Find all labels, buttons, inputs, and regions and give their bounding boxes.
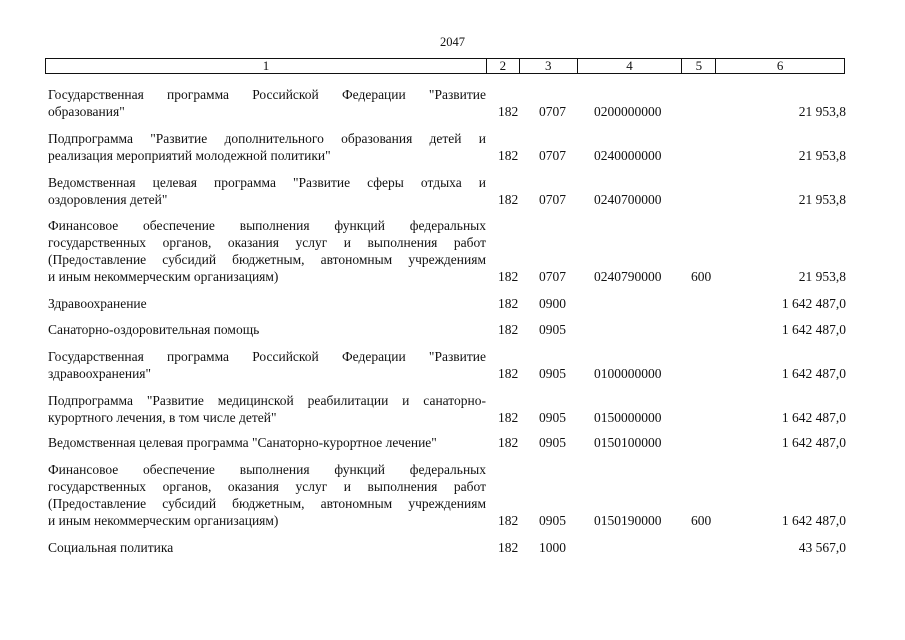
row-description [48, 130, 486, 164]
cell-target-code: 0240700000 [594, 192, 662, 207]
cell-section-code: 0905 [539, 366, 566, 381]
cell-ministry-code: 182 [498, 269, 519, 284]
row-description [48, 321, 486, 338]
description-line: Здравоохранение [48, 296, 147, 311]
table-row [48, 392, 848, 426]
cell-amount: 21 953,8 [798, 104, 846, 119]
cell-expense-type: 600 [691, 513, 712, 528]
header-col-2: 2 [487, 59, 520, 73]
cell-amount: 43 567,0 [798, 540, 846, 555]
cell-section-code: 0905 [539, 410, 566, 425]
table-row [48, 130, 848, 164]
cell-section-code: 0707 [539, 269, 566, 284]
table-row [48, 217, 848, 285]
header-col-5: 5 [682, 59, 716, 73]
cell-ministry-code: 182 [498, 540, 519, 555]
description-line: государственных органов, оказания услуг и выполнения работ [48, 479, 486, 494]
header-col-3: 3 [520, 59, 578, 73]
table-row [48, 539, 848, 556]
cell-amount: 1 642 487,0 [781, 296, 846, 311]
row-description [48, 217, 486, 285]
description-line: Финансовое обеспечение выполнения функций федеральных [48, 218, 486, 233]
cell-amount: 1 642 487,0 [781, 513, 846, 528]
table-row [48, 434, 848, 451]
description-line: (Предоставление субсидий бюджетным, автономным учреждениям [48, 252, 486, 267]
description-line: реализация мероприятий молодежной политики" [48, 148, 331, 163]
description-line: и иным некоммерческим организациям) [48, 269, 279, 284]
description-line: Подпрограмма "Развитие медицинской реабилитации и санаторно- [48, 393, 486, 408]
cell-target-code: 0150100000 [594, 435, 662, 450]
cell-section-code: 0905 [539, 322, 566, 337]
cell-section-code: 0707 [539, 192, 566, 207]
cell-expense-type: 600 [691, 269, 712, 284]
cell-ministry-code: 182 [498, 366, 519, 381]
cell-section-code: 1000 [539, 540, 566, 555]
row-description [48, 461, 486, 529]
table-row [48, 461, 848, 529]
cell-ministry-code: 182 [498, 104, 519, 119]
cell-target-code: 0150190000 [594, 513, 662, 528]
cell-ministry-code: 182 [498, 435, 519, 450]
cell-section-code: 0707 [539, 148, 566, 163]
row-description [48, 86, 486, 120]
header-col-4: 4 [578, 59, 683, 73]
cell-target-code: 0200000000 [594, 104, 662, 119]
cell-amount: 21 953,8 [798, 269, 846, 284]
table-header [45, 58, 845, 74]
description-line: курортного лечения, в том числе детей" [48, 410, 277, 425]
description-line: Государственная программа Российской Федерации "Развитие [48, 87, 486, 102]
cell-ministry-code: 182 [498, 410, 519, 425]
cell-amount: 21 953,8 [798, 148, 846, 163]
cell-ministry-code: 182 [498, 296, 519, 311]
cell-section-code: 0707 [539, 104, 566, 119]
cell-section-code: 0900 [539, 296, 566, 311]
cell-target-code: 0150000000 [594, 410, 662, 425]
table-row [48, 86, 848, 120]
description-line: образования" [48, 104, 125, 119]
cell-amount: 1 642 487,0 [781, 322, 846, 337]
row-description [48, 539, 486, 556]
row-description [48, 174, 486, 208]
table-row [48, 174, 848, 208]
cell-ministry-code: 182 [498, 192, 519, 207]
cell-amount: 21 953,8 [798, 192, 846, 207]
cell-target-code: 0240790000 [594, 269, 662, 284]
cell-section-code: 0905 [539, 513, 566, 528]
description-line: государственных органов, оказания услуг и выполнения работ [48, 235, 486, 250]
page-number: 2047 [440, 35, 465, 49]
description-line: Социальная политика [48, 540, 174, 555]
description-line: Ведомственная целевая программа "Развитие сферы отдыха и [48, 175, 486, 190]
description-line: Ведомственная целевая программа "Санаторно-курортное лечение" [48, 435, 437, 450]
description-line: Подпрограмма "Развитие дополнительного образования детей и [48, 131, 486, 146]
table-row [48, 295, 848, 312]
cell-amount: 1 642 487,0 [781, 410, 846, 425]
row-description [48, 392, 486, 426]
description-line: Государственная программа Российской Федерации "Развитие [48, 349, 486, 364]
cell-target-code: 0100000000 [594, 366, 662, 381]
row-description [48, 348, 486, 382]
description-line: оздоровления детей" [48, 192, 168, 207]
description-line: и иным некоммерческим организациям) [48, 513, 279, 528]
cell-ministry-code: 182 [498, 322, 519, 337]
header-col-6: 6 [776, 58, 784, 73]
cell-target-code: 0240000000 [594, 148, 662, 163]
cell-section-code: 0905 [539, 435, 566, 450]
cell-amount: 1 642 487,0 [781, 366, 846, 381]
cell-ministry-code: 182 [498, 513, 519, 528]
header-col-1: 1 [46, 59, 487, 73]
table-row [48, 321, 848, 338]
cell-amount: 1 642 487,0 [781, 435, 846, 450]
description-line: Финансовое обеспечение выполнения функций федеральных [48, 462, 486, 477]
description-line: здравоохранения" [48, 366, 152, 381]
cell-ministry-code: 182 [498, 148, 519, 163]
description-line: Санаторно-оздоровительная помощь [48, 322, 260, 337]
description-line: (Предоставление субсидий бюджетным, автономным учреждениям [48, 496, 486, 511]
row-description [48, 295, 486, 312]
table-row [48, 348, 848, 382]
row-description [48, 434, 486, 451]
